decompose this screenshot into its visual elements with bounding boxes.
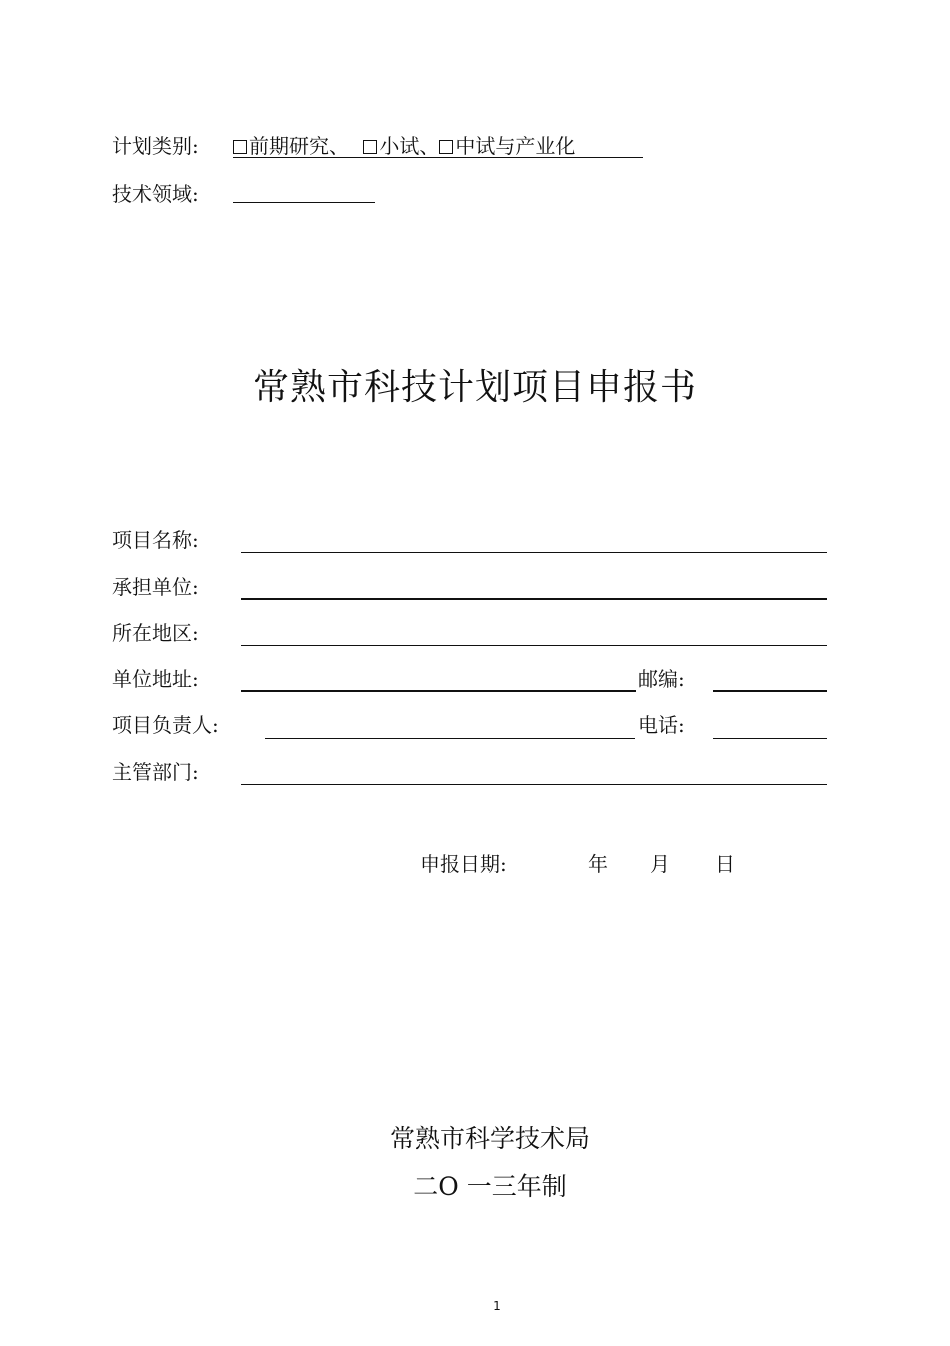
tech-field-label: 技术领域: (112, 182, 199, 206)
region-label: 所在地区: (112, 621, 199, 645)
postcode-label: 邮编: (638, 667, 685, 691)
apply-date-month: 月 (650, 852, 670, 876)
region-line[interactable] (241, 645, 827, 646)
apply-date-label: 申报日期: (420, 852, 507, 876)
checkbox-early-research[interactable] (233, 140, 247, 154)
option-pilot-industrial: 中试与产业化 (455, 134, 576, 158)
checkbox-pilot-industrial[interactable] (439, 140, 453, 154)
project-name-line[interactable] (241, 552, 827, 553)
page-number: 1 (493, 1299, 501, 1313)
undertaking-unit-line[interactable] (241, 598, 827, 600)
option-pilot-small: 小试、 (379, 134, 440, 158)
unit-address-label: 单位地址: (112, 667, 199, 691)
apply-date-year: 年 (588, 852, 608, 876)
issuing-organization: 常熟市科学技术局 (389, 1124, 590, 1153)
postcode-line[interactable] (713, 690, 827, 692)
option-early-research: 前期研究、 (249, 134, 349, 158)
undertaking-unit-label: 承担单位: (112, 575, 199, 599)
plan-category-underline (233, 157, 643, 158)
year-made: 二O 一三年制 (413, 1172, 567, 1201)
plan-category-label: 计划类别: (112, 134, 199, 158)
project-name-label: 项目名称: (112, 528, 199, 552)
phone-line[interactable] (713, 738, 827, 739)
unit-address-line[interactable] (241, 690, 636, 692)
project-leader-label: 项目负责人: (112, 713, 219, 737)
plan-options (233, 134, 575, 158)
supervising-dept-line[interactable] (241, 784, 827, 785)
phone-label: 电话: (638, 713, 685, 737)
checkbox-pilot-small[interactable] (363, 140, 377, 154)
tech-field-input-line[interactable] (233, 202, 375, 203)
supervising-dept-label: 主管部门: (112, 760, 199, 784)
project-leader-line[interactable] (265, 738, 635, 739)
apply-date-day: 日 (715, 852, 735, 876)
document-title: 常熟市科技计划项目申报书 (252, 367, 697, 408)
